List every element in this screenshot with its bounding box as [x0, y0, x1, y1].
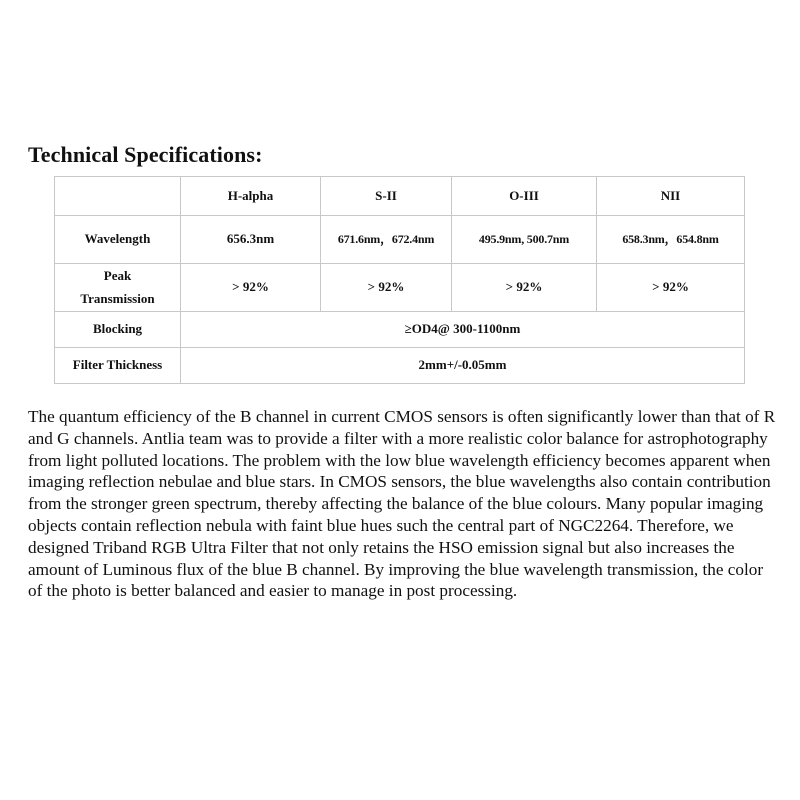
table-row-filter-thickness	[55, 348, 745, 384]
cell-wavelength-h-alpha: 656.3nm	[181, 216, 321, 264]
row-label-peak-line1: Peak	[103, 268, 132, 284]
row-label-wavelength: Wavelength	[55, 216, 181, 264]
cell-filter-thickness-value: 2mm+/-0.05mm	[181, 348, 745, 384]
header-cell-h-alpha: H-alpha	[181, 177, 321, 216]
cell-blocking-value: ≥OD4@ 300-1100nm	[181, 312, 745, 348]
cell-wavelength-s-ii: 671.6nm，672.4nm	[321, 216, 452, 264]
cell-peak-nii: > 92%	[597, 264, 745, 312]
table-header-row	[55, 177, 745, 216]
table-row-blocking	[55, 312, 745, 348]
cell-peak-o-iii: > 92%	[452, 264, 597, 312]
row-label-filter-thickness: Filter Thickness	[55, 348, 181, 384]
header-cell-o-iii: O-III	[452, 177, 597, 216]
page-title: Technical Specifications:	[28, 142, 263, 167]
table-row-peak-transmission	[55, 264, 745, 312]
specifications-table	[54, 176, 745, 384]
cell-peak-h-alpha: > 92%	[181, 264, 321, 312]
description-paragraph: The quantum efficiency of the B channel in current CMOS sensors is often significantly lower than that of R and G channels. Antlia team was to provide a filter with a more realistic color balance for astrophotography from light polluted locations. The problem with the low blue wavelength efficiency becomes apparent when imaging reflection nebulae and blue stars. In CMOS sensors, the blue wavelengths also contain contribution from the stronger green spectrum, thereby affecting the balance of the blue colours. Many popular imaging objects contain reflection nebula with faint blue hues such the central part of NGC2264. Therefore, we designed Triband RGB Ultra Filter that not only retains the HSO emission signal but also increases the amount of Luminous flux of the blue B channel. By improving the blue wavelength transmission, the color of the photo is better balanced and easier to manage in post processing.	[28, 407, 776, 601]
header-cell-nii: NII	[597, 177, 745, 216]
header-cell-s-ii: S-II	[321, 177, 452, 216]
row-label-peak-transmission	[55, 264, 181, 312]
row-label-peak-line2: Transmission	[80, 290, 155, 306]
cell-wavelength-nii: 658.3nm，654.8nm	[597, 216, 745, 264]
cell-peak-s-ii: > 92%	[321, 264, 452, 312]
cell-wavelength-o-iii: 495.9nm, 500.7nm	[452, 216, 597, 264]
row-label-blocking: Blocking	[55, 312, 181, 348]
table-row-wavelength	[55, 216, 745, 264]
header-cell-empty	[55, 177, 181, 216]
